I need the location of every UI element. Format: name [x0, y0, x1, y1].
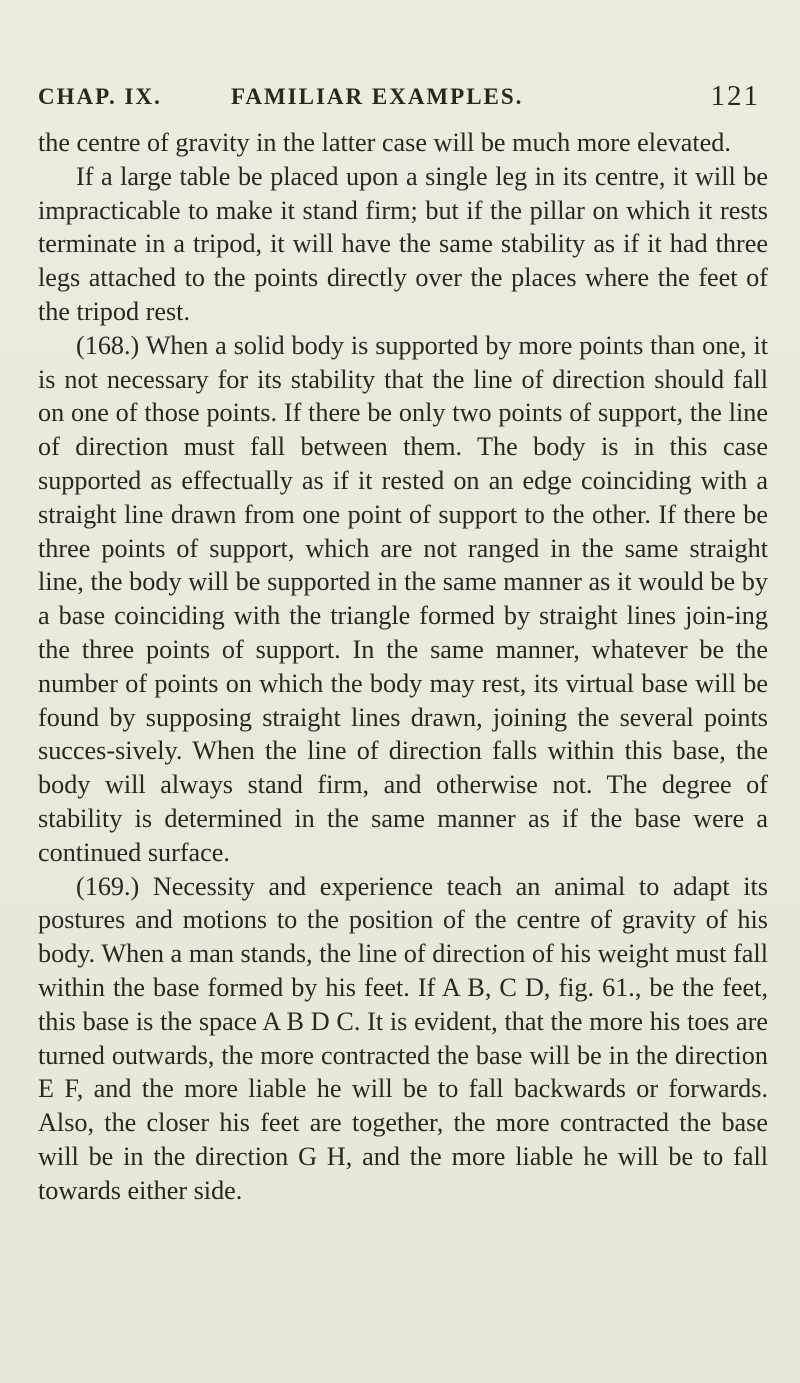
paragraph-168: (168.) When a solid body is supported by more points than one, it is not necessary for its stability that the line of direction should fall on one of those points. If there be only two points of support, the line of direction must fall between them. The body is in this case supported as effectually as if it rested on an edge coinciding with a straight line drawn from one point of support to the other. If there be three points of support, which are not ranged in the same straight line, the body will be supported in the same manner as it would be by a base coinciding with the triangle formed by straight lines join-ing the three points of support. In the same manner, whatever be the number of points on which the body may rest, its virtual base will be found by supposing straight lines drawn, joining the several points succes-sively. When the line of direction falls within this base, the body will always stand firm, and otherwise not. The degree of stability is determined in the same manner as if the base were a continued surface.: [38, 330, 768, 867]
paragraph-continuation: the centre of gravity in the latter case will be much more elevated.: [38, 128, 731, 157]
page-body: [38, 126, 768, 1208]
chapter-label: CHAP. IX.: [38, 84, 162, 109]
running-title: FAMILIAR EXAMPLES.: [231, 84, 524, 109]
paragraph-table-tripod: If a large table be placed upon a single leg in its centre, it will be impracticable to make it stand firm; but if the pillar on which it rests terminate in a tripod, it will have the same stability as if it had three legs attached to the points directly over the places where the feet of the tripod rest.: [38, 161, 768, 326]
running-head: [38, 80, 760, 118]
paragraph-169: (169.) Necessity and experience teach an animal to adapt its postures and motions to the position of the centre of gravity of his body. When a man stands, the line of direction of his weight must fall within the base formed by his feet. If A B, C D, fig. 61., be the feet, this base is the space A B D C. It is evident, that the more his toes are turned outwards, the more contracted the base will be in the direction E F, and the more liable he will be to fall backwards or forwards. Also, the closer his feet are together, the more contracted the base will be in the direction G H, and the more liable he will be to fall towards either side.: [38, 871, 768, 1205]
page-number: 121: [710, 80, 760, 112]
